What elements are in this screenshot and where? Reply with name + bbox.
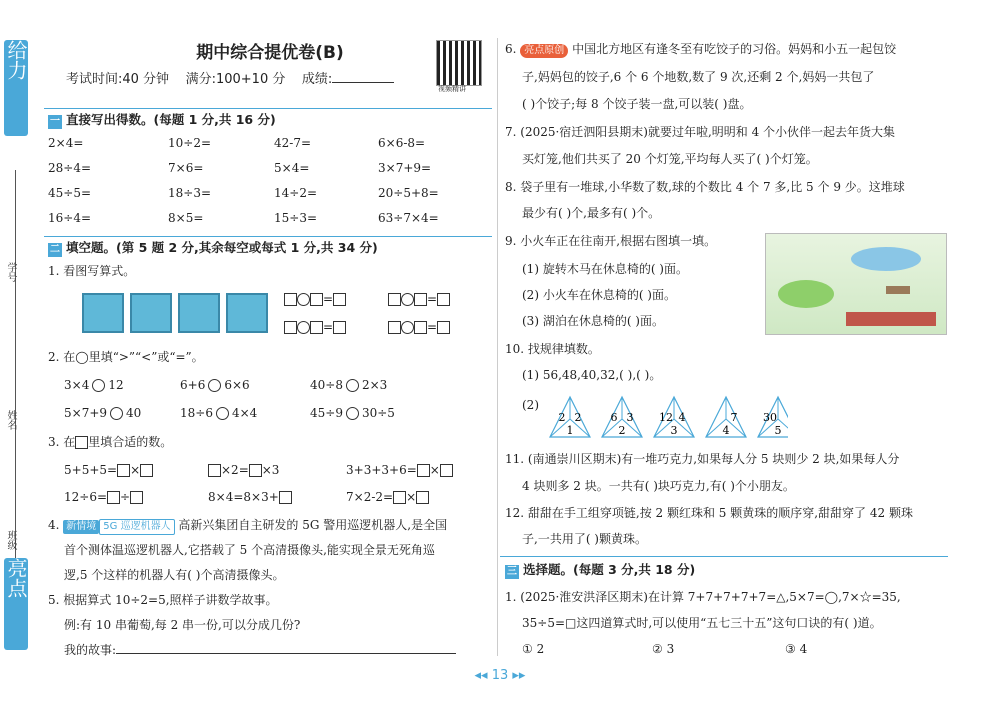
section-divider xyxy=(44,236,492,237)
class-label: 班级 xyxy=(5,530,16,550)
option-c[interactable]: ③ 4 xyxy=(785,642,808,656)
compare-circle[interactable] xyxy=(92,379,105,392)
mental-math-item[interactable]: 63÷7×4= xyxy=(378,211,439,225)
equation-blank[interactable]: = xyxy=(284,292,346,306)
q3-row[interactable]: 8×4=8×3+ xyxy=(208,490,292,504)
triangle-number[interactable]: 4 xyxy=(678,411,686,424)
pattern-triangles xyxy=(548,395,788,441)
mental-math-item[interactable]: 5×4= xyxy=(274,161,310,175)
mental-math-item[interactable]: 7×6= xyxy=(168,161,204,175)
q3-row[interactable]: 5+5+5= × xyxy=(64,463,153,477)
section2-heading: 二 填空题。(第 5 题 2 分,其余每空或每式 1 分,共 34 分) xyxy=(50,240,378,255)
q11-line2: 4 块则多 2 块。一共有( )块巧克力,有( )个小朋友。 xyxy=(522,479,795,493)
compare-circle[interactable] xyxy=(216,407,229,420)
triangle-number: 1 xyxy=(566,424,574,437)
q9-b: (2) 小火车在休息椅的( )面。 xyxy=(522,288,676,302)
q3-row[interactable]: 12÷6= ÷ xyxy=(64,490,143,504)
triangle-number: 3 xyxy=(670,424,678,437)
q9-line1: 9. 小火车正在往南开,根据右图填一填。 xyxy=(505,234,717,248)
q10-a: (1) 56,48,40,32,( ),( )。 xyxy=(522,368,662,382)
q8-line2: 最少有( )个,最多有( )个。 xyxy=(522,206,661,220)
triangle-number: 4 xyxy=(722,424,730,437)
sidebar-tab-top: 给力 xyxy=(4,40,28,136)
triangle-number[interactable]: 30 xyxy=(763,411,777,424)
section-divider xyxy=(44,108,492,109)
q4-line2: 首个测体温巡逻机器人,它搭载了 5 个高清摄像头,能实现全景无死角巡 xyxy=(64,543,435,557)
fish-tank-image xyxy=(178,293,220,333)
q9-a: (1) 旋转木马在休息椅的( )面。 xyxy=(522,262,688,276)
pattern-triangle xyxy=(758,397,788,437)
comparison-item[interactable]: 18÷6 4×4 xyxy=(180,406,258,420)
pattern-triangle xyxy=(602,397,642,437)
q7-line1: 7. (2025·宿迁泗阳县期末)就要过年啦,明明和 4 个小伙伴一起去年货大集 xyxy=(505,125,896,139)
triangle-number[interactable]: 2 xyxy=(558,411,566,424)
fish-tank-image xyxy=(82,293,124,333)
q2-text: 2. 在◯里填“>”“<”或“=”。 xyxy=(48,350,204,364)
mental-math-item[interactable]: 42-7= xyxy=(274,136,312,150)
mental-math-item[interactable]: 14÷2= xyxy=(274,186,318,200)
triangle-number[interactable]: 3 xyxy=(626,411,634,424)
q6-line1: 6. 亮点原创 中国北方地区有逢冬至有吃饺子的习俗。妈妈和小五一起包饺 xyxy=(505,42,897,56)
comparison-item[interactable]: 3×4 12 xyxy=(64,378,124,392)
q12-line1: 12. 甜甜在手工组穿项链,按 2 颗红珠和 5 颗黄珠的顺序穿,甜甜穿了 42 颗珠 xyxy=(505,506,913,520)
q3-row[interactable]: 7×2-2= × xyxy=(346,490,429,504)
mental-math-item[interactable]: 8×5= xyxy=(168,211,204,225)
qr-code[interactable] xyxy=(436,40,482,86)
page-number: ◂◂ 13 ▸▸ xyxy=(474,668,526,683)
mental-math-item[interactable]: 3×7+9= xyxy=(378,161,432,175)
q4-line3: 逻,5 个这样的机器人有( )个高清摄像头。 xyxy=(64,568,285,582)
q3-row[interactable]: 3+3+3+6= × xyxy=(346,463,453,477)
mental-math-item[interactable]: 28÷4= xyxy=(48,161,92,175)
mental-math-item[interactable]: 15÷3= xyxy=(274,211,318,225)
compare-circle[interactable] xyxy=(110,407,123,420)
q12-line2: 子,一共用了( )颗黄珠。 xyxy=(522,532,647,546)
q10-line1: 10. 找规律填数。 xyxy=(505,342,600,356)
fish-tank-image xyxy=(226,293,268,333)
park-illustration-svg xyxy=(766,234,946,334)
train-shape xyxy=(846,312,936,326)
park-illustration xyxy=(765,233,947,335)
student-name-label: 姓名 xyxy=(5,410,16,430)
q3-text: 3. 在 里填合适的数。 xyxy=(48,435,173,449)
triangle-number: 2 xyxy=(618,424,626,437)
s3q1-line2: 35÷5=□这四道算式时,可以使用“五七三十五”这句口诀的有( )道。 xyxy=(522,616,882,630)
triangle-number[interactable]: 6 xyxy=(610,411,618,424)
q11-line1: 11. (南通崇川区期末)有一堆巧克力,如果每人分 5 块则少 2 块,如果每人分 xyxy=(505,452,900,466)
mental-math-item[interactable]: 20÷5+8= xyxy=(378,186,439,200)
q6-line3: ( )个饺子;每 8 个饺子装一盘,可以装( )盘。 xyxy=(522,97,752,111)
comparison-item[interactable]: 6+6 6×6 xyxy=(180,378,250,392)
compare-circle[interactable] xyxy=(208,379,221,392)
section-divider xyxy=(500,556,948,557)
comparison-item[interactable]: 40÷8 2×3 xyxy=(310,378,388,392)
comparison-item[interactable]: 45÷9 30÷5 xyxy=(310,406,395,420)
sidebar-tab-bottom: 亮点 xyxy=(4,558,28,650)
compare-circle[interactable] xyxy=(346,407,359,420)
mental-math-item[interactable]: 45÷5= xyxy=(48,186,92,200)
triangle-number[interactable]: 7 xyxy=(730,411,738,424)
carousel-shape xyxy=(778,280,834,308)
pattern-triangle xyxy=(706,397,746,437)
mental-math-item[interactable]: 10÷2= xyxy=(168,136,212,150)
triangle-number[interactable]: 2 xyxy=(574,411,582,424)
q1-text: 1. 看图写算式。 xyxy=(48,264,136,278)
mental-math-item[interactable]: 2×4= xyxy=(48,136,84,150)
binding-margin xyxy=(0,30,30,650)
student-id-label: 学号 xyxy=(5,262,16,282)
section3-heading: 三 选择题。(每题 3 分,共 18 分) xyxy=(507,562,696,577)
bench-shape xyxy=(886,286,910,294)
compare-circle[interactable] xyxy=(346,379,359,392)
q8-line1: 8. 袋子里有一堆球,小华数了数,球的个数比 4 个 7 多,比 5 个 9 少。这堆球 xyxy=(505,180,905,194)
pattern-triangle xyxy=(654,397,694,437)
qr-label: 视频精讲 xyxy=(438,85,466,93)
q5-story[interactable]: 我的故事: xyxy=(64,643,456,657)
q10-b: (2) xyxy=(522,398,539,412)
exam-info: 考试时间:40 分钟 满分:100+10 分 成绩: xyxy=(66,68,394,87)
option-a[interactable]: ① 2 xyxy=(522,642,545,656)
column-divider xyxy=(497,38,498,656)
page-title: 期中综合提优卷(B) xyxy=(196,43,344,63)
pattern-triangle xyxy=(550,397,590,437)
fish-tank-image xyxy=(130,293,172,333)
s3q1-line1: 1. (2025·淮安洪泽区期末)在计算 7+7+7+7+7=△,5×7=◯,7×☆=35, xyxy=(505,590,901,604)
equation-blank[interactable]: = xyxy=(388,320,450,334)
q5-line2: 例:有 10 串葡萄,每 2 串一份,可以分成几份? xyxy=(64,618,301,632)
q6-line2: 子,妈妈包的饺子,6 个 6 个地数,数了 9 次,还剩 2 个,妈妈一共包了 xyxy=(522,70,875,84)
q9-c: (3) 湖泊在休息椅的( )面。 xyxy=(522,314,664,328)
q4-line1: 4. 新情境 5G 巡逻机器人 高新兴集团自主研发的 5G 警用巡逻机器人,是全国 xyxy=(48,518,447,535)
equation-blank[interactable]: = xyxy=(388,292,450,306)
q3-row[interactable]: ×2= ×3 xyxy=(208,463,279,477)
equation-blank[interactable]: = xyxy=(284,320,346,334)
triangle-number: 5 xyxy=(774,424,782,437)
mental-math-item[interactable]: 6×6-8= xyxy=(378,136,426,150)
q7-line2: 买灯笼,他们共买了 20 个灯笼,平均每人买了( )个灯笼。 xyxy=(522,152,818,166)
lake-shape xyxy=(851,247,921,271)
q5-line1: 5. 根据算式 10÷2=5,照样子讲数学故事。 xyxy=(48,593,278,607)
section1-heading: 一 直接写出得数。(每题 1 分,共 16 分) xyxy=(50,112,276,127)
mental-math-item[interactable]: 16÷4= xyxy=(48,211,92,225)
triangle-number[interactable]: 12 xyxy=(659,411,673,424)
comparison-item[interactable]: 5×7+9 40 xyxy=(64,406,142,420)
option-b[interactable]: ② 3 xyxy=(652,642,675,656)
mental-math-item[interactable]: 18÷3= xyxy=(168,186,212,200)
